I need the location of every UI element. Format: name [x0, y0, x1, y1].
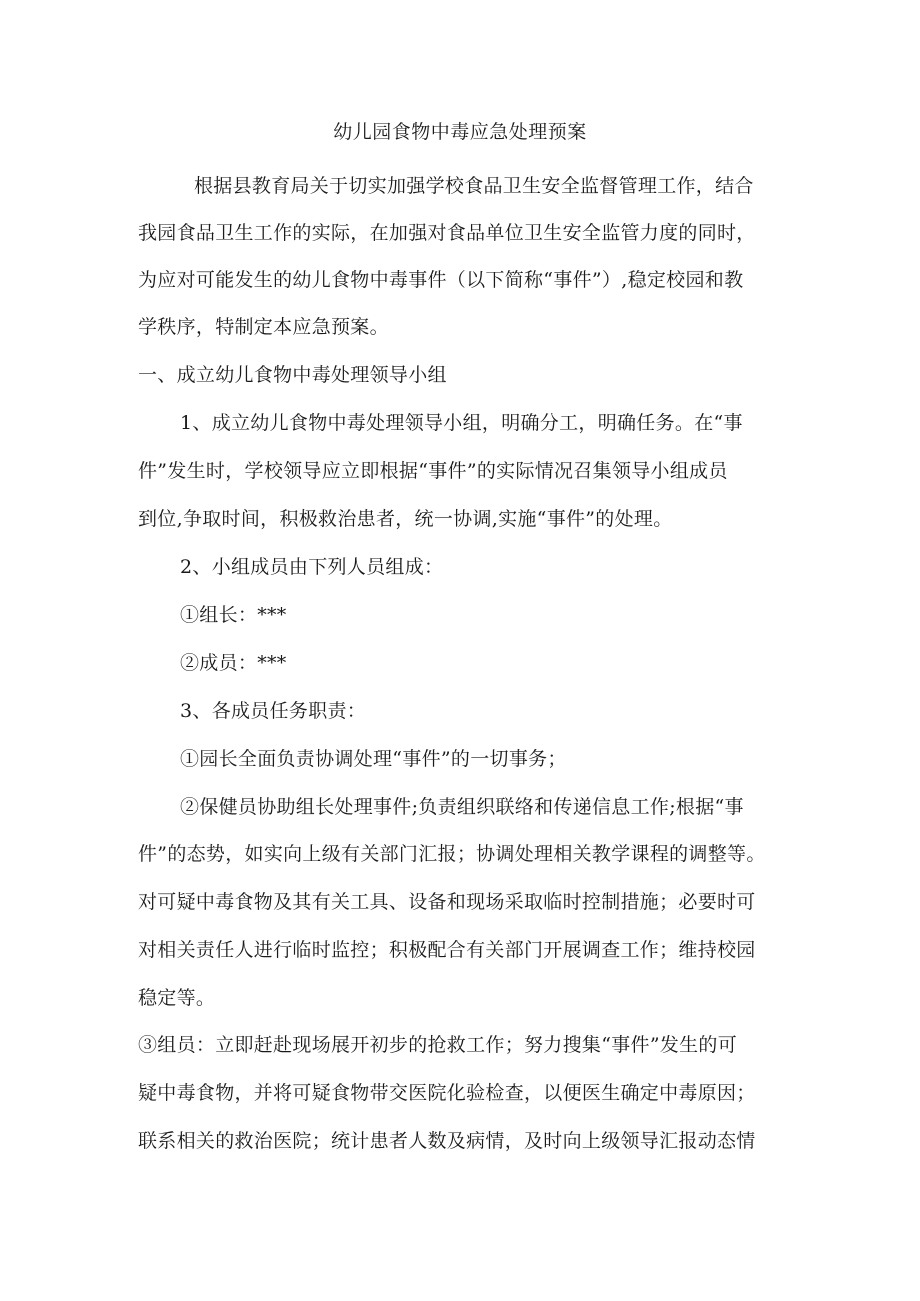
list-item: ③组员：立即赶赴现场展开初步的抢救工作；努力搜集“事件”发生的可	[138, 1034, 738, 1056]
list-item: ①园长全面负责协调处理“事件”的一切事务；	[180, 748, 567, 770]
paragraph-line: 根据县教育局关于切实加强学校食品卫生安全监督管理工作，结合	[194, 175, 754, 197]
paragraph-line: 学秩序，特制定本应急预案。	[138, 316, 389, 338]
paragraph-line: 件”的态势，如实向上级有关部门汇报；协调处理相关教学课程的调整等。	[138, 843, 766, 865]
paragraph-line: 疑中毒食物，并将可疑食物带交医院化验检查，以便医生确定中毒原因；	[138, 1082, 756, 1104]
paragraph-line: 对可疑中毒食物及其有关工具、设备和现场采取临时控制措施；必要时可	[138, 891, 756, 913]
paragraph-line: 到位,争取时间，积极救治患者，统一协调,实施“事件”的处理。	[138, 508, 673, 530]
document-title: 幼儿园食物中毒应急处理预案	[333, 121, 587, 143]
paragraph-line: 2、小组成员由下列人员组成：	[180, 556, 444, 578]
paragraph-line: 1、成立幼儿食物中毒处理领导小组，明确分工，明确任务。在“事	[180, 412, 743, 434]
paragraph-line: 3、各成员任务职责：	[180, 700, 367, 722]
paragraph-line: 联系相关的救治医院；统计患者人数及病情，及时向上级领导汇报动态情	[138, 1130, 756, 1152]
paragraph-line: 件”发生时，学校领导应立即根据“事件”的实际情况召集领导小组成员	[138, 460, 728, 482]
list-item: ②成员：***	[180, 652, 287, 674]
paragraph-line: 为应对可能发生的幼儿食物中毒事件（以下简称“事件”）,稳定校园和教	[138, 269, 744, 291]
paragraph-line: 对相关责任人进行临时监控；积极配合有关部门开展调查工作；维持校园	[138, 939, 756, 961]
list-item: ②保健员协助组长处理事件;负责组织联络和传递信息工作;根据“事	[180, 796, 744, 818]
paragraph-line: 稳定等。	[138, 987, 216, 1009]
paragraph-line: 我园食品卫生工作的实际，在加强对食品单位卫生安全监管力度的同时，	[138, 222, 756, 244]
section-heading: 一、成立幼儿食物中毒处理领导小组	[138, 364, 447, 386]
list-item: ①组长：***	[180, 604, 287, 626]
